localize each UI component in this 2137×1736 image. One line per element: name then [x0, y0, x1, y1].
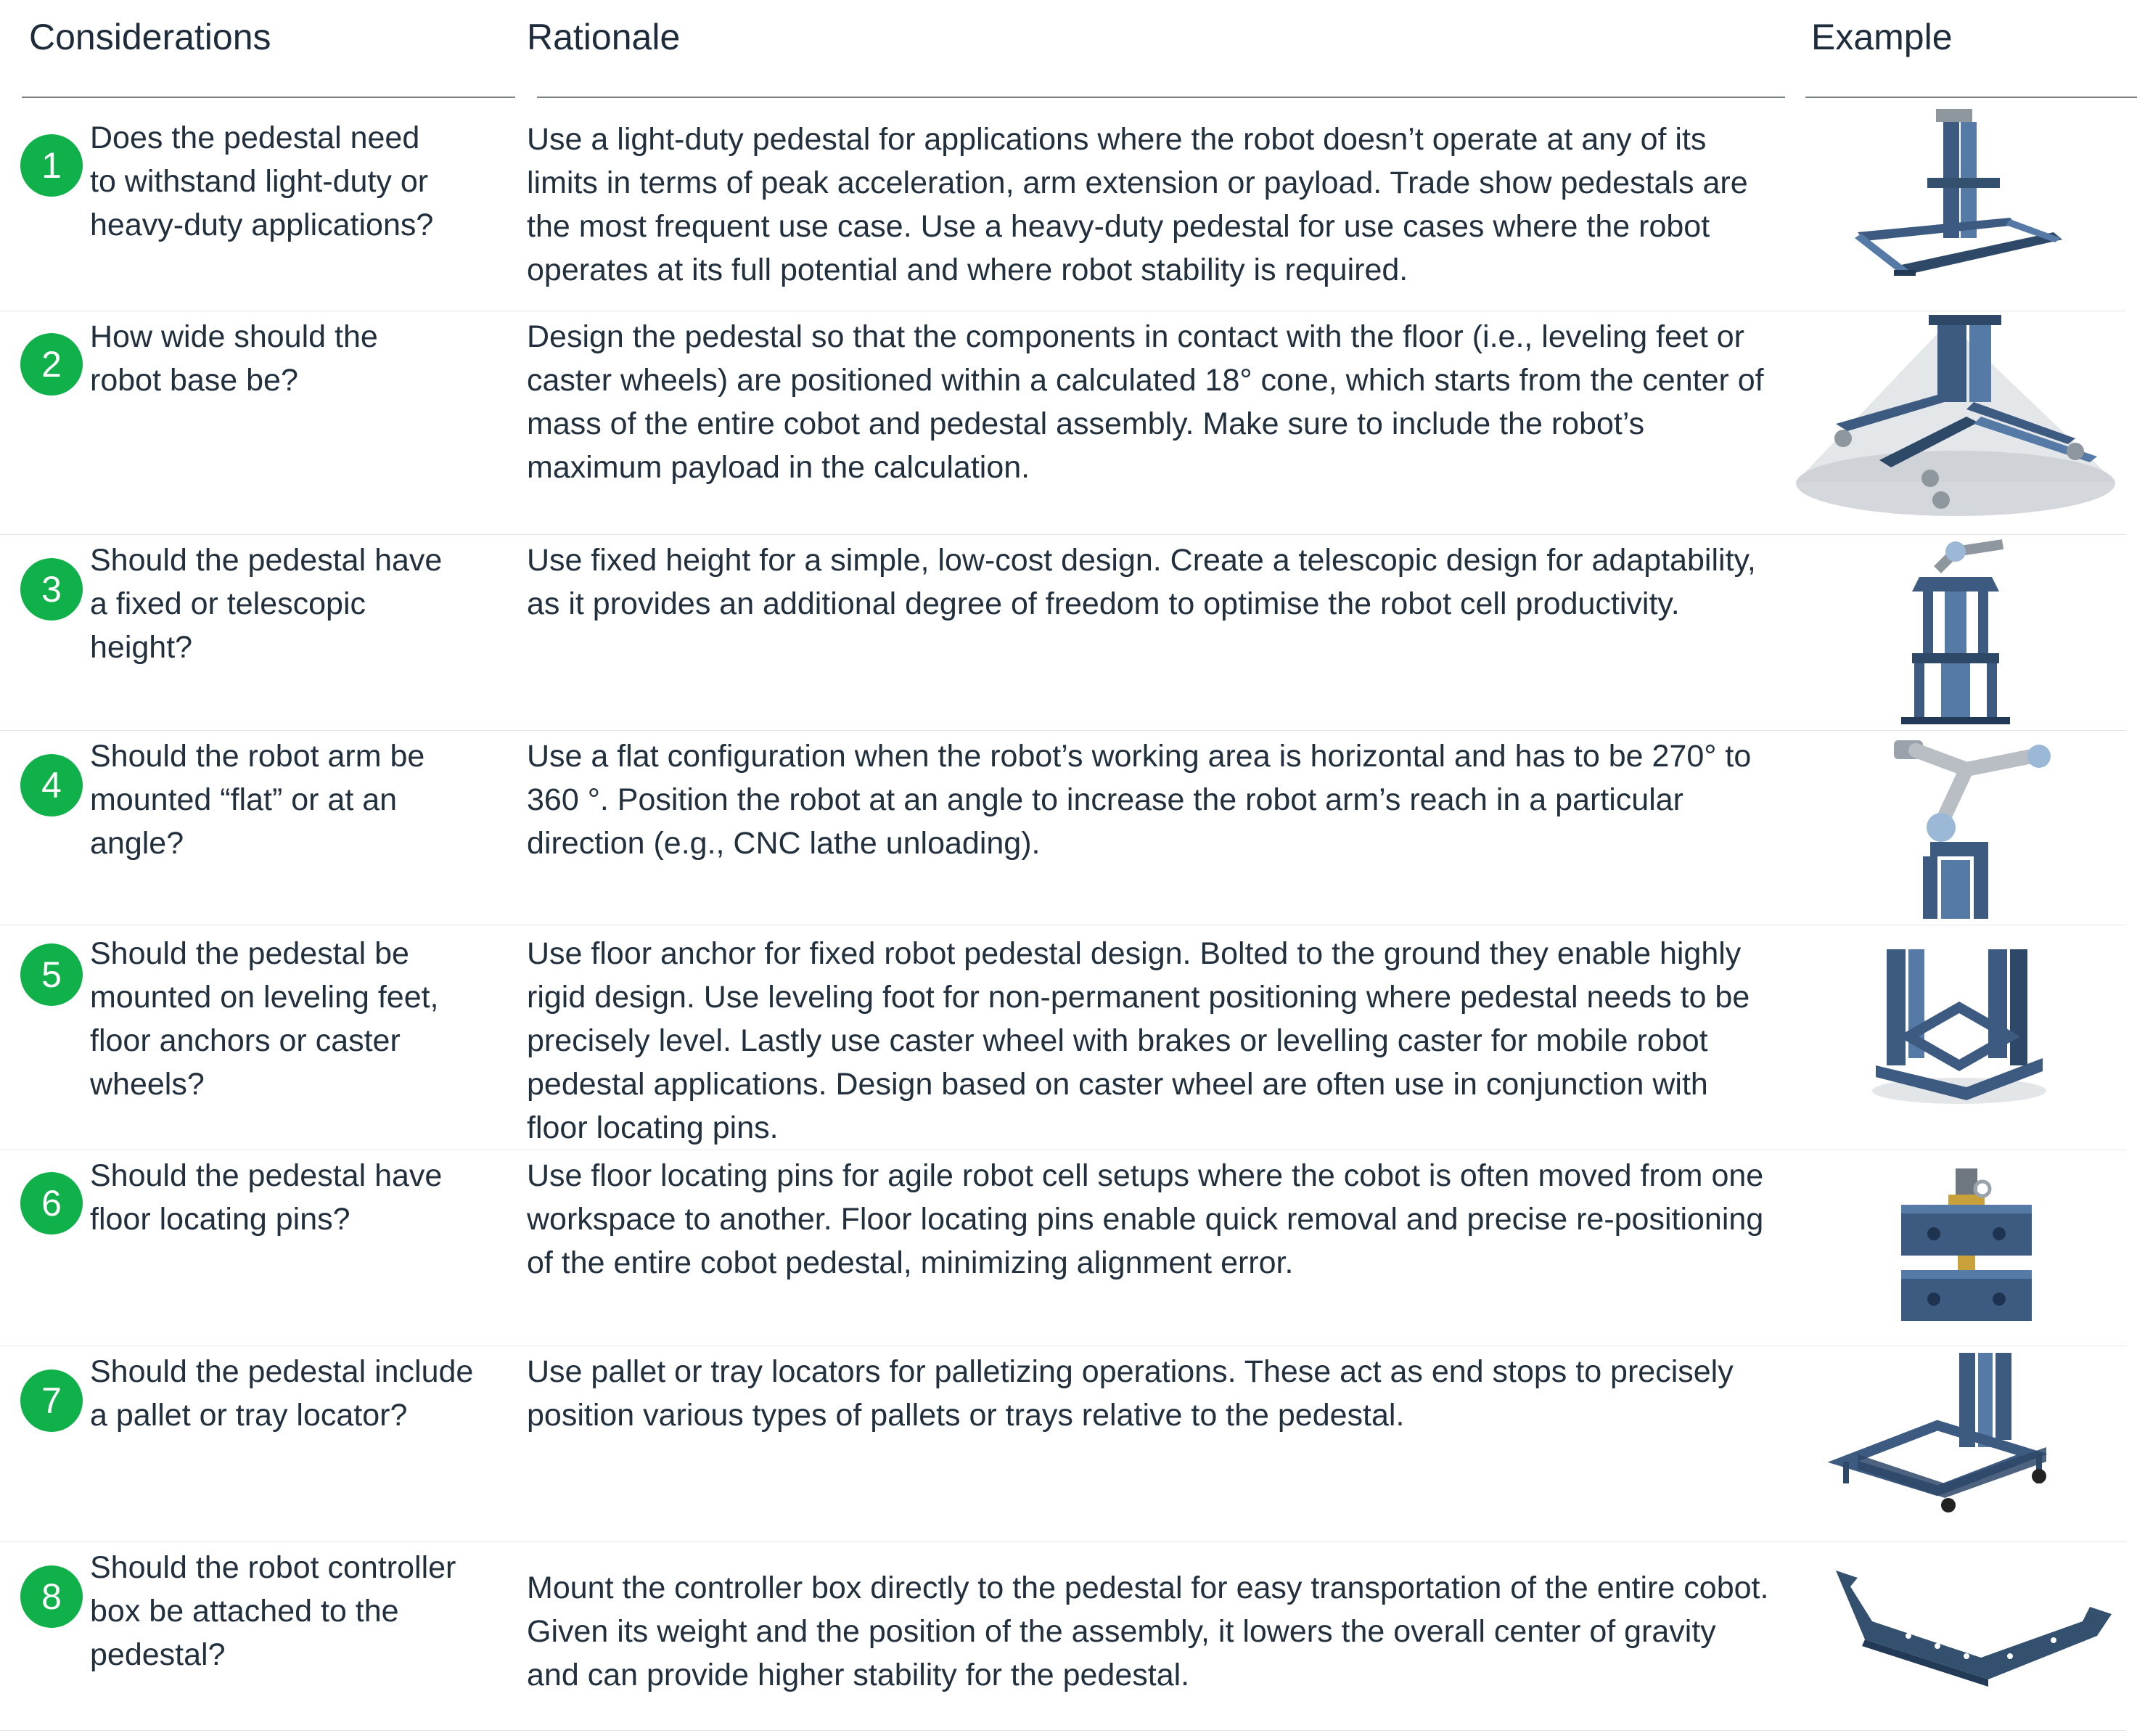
row-number-badge: 3 — [20, 558, 83, 621]
row-number-badge: 6 — [20, 1172, 83, 1235]
row-number-badge: 7 — [20, 1369, 83, 1432]
angled-robot-arm-icon — [1792, 740, 2126, 919]
rationale-text: Use floor anchor for fixed robot pedestal design. Bolted to the ground they enable highly rigid design. Use leveling foot for non-permanent positioning where pedestal needs to be precisely level. Lastly use caster wheel with brakes or levelling caster for mobile robot pedestal applications. Design based on caster wheel are often use in conjunction with floor locating pins. — [527, 936, 1750, 1145]
header-example: Example — [1811, 17, 1953, 57]
floor-anchor-pedestal-icon — [1792, 949, 2126, 1109]
row-number-badge: 4 — [20, 754, 83, 816]
consideration-text: Should the robot controller box be attached to the pedestal? — [90, 1550, 456, 1672]
header-rationale: Rationale — [527, 17, 681, 57]
consideration-text: Does the pedestal need to withstand light-duty or heavy-duty applications? — [90, 120, 434, 242]
header-considerations: Considerations — [29, 17, 271, 57]
row-number-badge: 1 — [20, 134, 83, 197]
rationale-text: Use pallet or tray locators for palletizing operations. These act as end stops to precisely position various types of pallets or trays relative to the pedestal. — [527, 1354, 1734, 1433]
consideration-text: How wide should the robot base be? — [90, 319, 378, 398]
header-divider — [1805, 97, 2137, 98]
table-row — [0, 311, 2126, 535]
telescopic-pedestal-icon — [1792, 537, 2126, 727]
row-number-badge: 8 — [20, 1565, 83, 1628]
rationale-text: Use floor locating pins for agile robot cell setups where the cobot is often moved from one workspace to another. Floor locating pins enable quick removal and precise re-positioning of the entire cobot pedestal, minimizing alignment error. — [527, 1158, 1764, 1280]
table-row — [0, 109, 2126, 311]
header-divider — [537, 97, 1785, 98]
consideration-text: Should the pedestal have a fixed or telescopic height? — [90, 543, 443, 665]
rationale-text: Design the pedestal so that the components in contact with the floor (i.e., leveling feet or caster wheels) are positioned within a calculated 18° cone, which starts from the center of mass of the entire cobot and pedestal assembly. Make sure to include the robot’s maximum payload in the calculation. — [527, 319, 1764, 485]
table-row — [0, 730, 2126, 925]
consideration-text: Should the robot arm be mounted “flat” or at an angle? — [90, 739, 425, 861]
rationale-text: Use a light-duty pedestal for applications where the robot doesn’t operate at any of its limits in terms of peak acceleration, arm extension or payload. Trade show pedestals are the most frequent use case. Use a heavy-duty pedestal for use cases where the robot operates at its full potential and where robot stability is required. — [527, 122, 1748, 287]
consideration-text: Should the pedestal include a pallet or tray locator? — [90, 1354, 474, 1433]
pallet-locator-icon — [1792, 1353, 2126, 1534]
table-row — [0, 1346, 2126, 1542]
header-divider — [22, 97, 515, 98]
controller-bracket-icon — [1792, 1571, 2126, 1701]
table-row — [0, 534, 2126, 731]
consideration-text: Should the pedestal have floor locating pins? — [90, 1158, 443, 1237]
floor-locating-pin-icon — [1792, 1168, 2126, 1335]
table-row — [0, 1541, 2126, 1731]
row-number-badge: 2 — [20, 333, 83, 396]
rationale-text: Mount the controller box directly to the pedestal for easy transportation of the entire cobot. Given its weight and the position of the assembly, it lowers the overall center of gravity and can provide higher stability for the pedestal. — [527, 1571, 1769, 1692]
table-row — [0, 1150, 2126, 1346]
table-row — [0, 925, 2126, 1150]
light-duty-pedestal-icon — [1792, 109, 2126, 298]
rationale-text: Use a flat configuration when the robot’s working area is horizontal and has to be 270° to 360 °. Position the robot at an angle to increase the robot arm’s reach in a particular direction (e.g., CNC lathe unloading). — [527, 739, 1752, 861]
stability-cone-pedestal-icon — [1792, 315, 2126, 525]
consideration-text: Should the pedestal be mounted on leveling feet, floor anchors or caster wheels? — [90, 936, 439, 1102]
rationale-text: Use fixed height for a simple, low-cost design. Create a telescopic design for adaptability, as it provides an additional degree of freedom to optimise the robot cell productivity. — [527, 543, 1756, 621]
row-number-badge: 5 — [20, 943, 83, 1006]
